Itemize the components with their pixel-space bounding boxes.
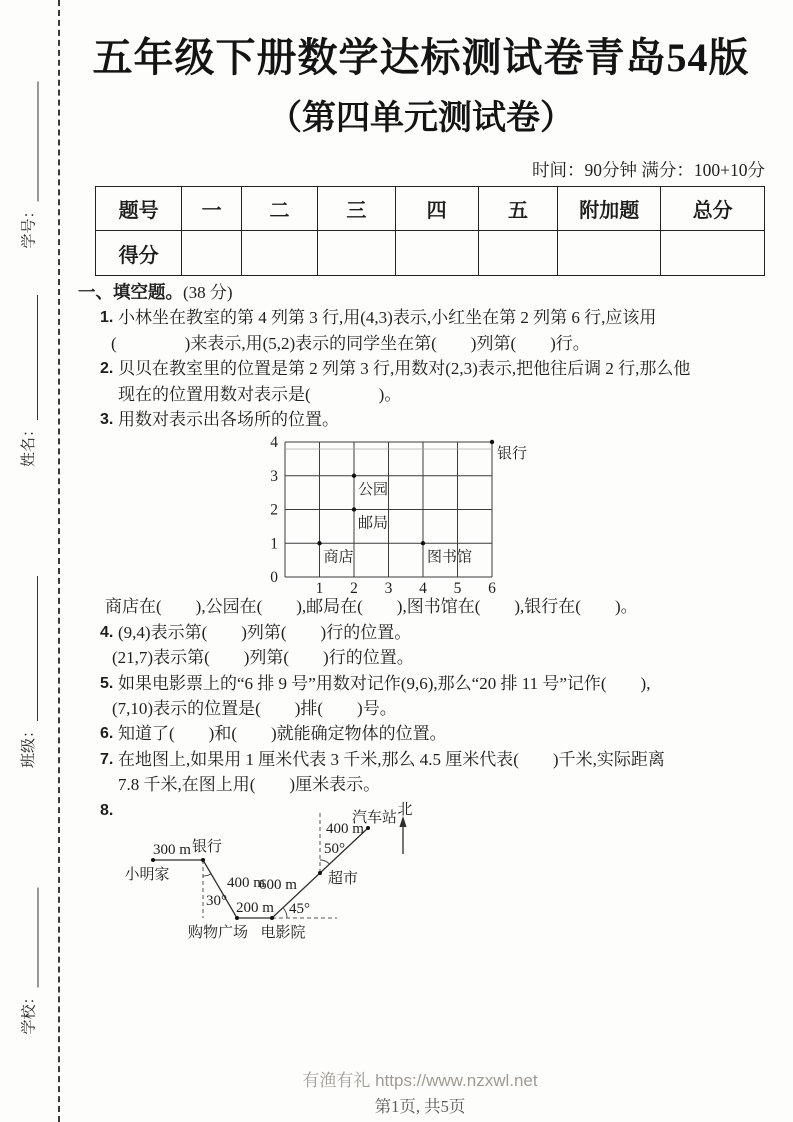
question-text: ( )来表示,用(5,2)表示的同学坐在第( )列第( )行。 <box>111 333 590 353</box>
question-text: 知道了( )和( )就能确定物体的位置。 <box>118 724 447 744</box>
question-number: 7. <box>100 750 114 768</box>
question-7-line-1 <box>75 747 775 772</box>
svg-text:4: 4 <box>270 434 278 452</box>
label-angle-45: 45° <box>289 900 310 917</box>
grid-place-label: 图书馆 <box>427 549 473 566</box>
node-bank <box>201 858 205 862</box>
sidebar-field-student-id <box>19 72 39 249</box>
score-table-header-cell: 题号 <box>96 187 182 231</box>
svg-text:2: 2 <box>350 580 358 595</box>
section-heading-score: (38 分) <box>183 283 233 302</box>
question-text: (7,10)表示的位置是( )排( )号。 <box>112 699 397 719</box>
svg-text:3: 3 <box>384 580 393 595</box>
question-text: 在地图上,如果用 1 厘米代表 3 千米,那么 4.5 厘米代表( )千米,实际距离 <box>118 749 665 769</box>
label-distance-200m: 200 m <box>236 899 274 916</box>
node-home <box>151 858 155 862</box>
angle-arc-50 <box>320 860 330 864</box>
grid-place-label: 银行 <box>497 446 528 463</box>
score-row-label: 得分 <box>96 231 182 276</box>
node-market <box>318 871 322 875</box>
exam-meta: 时间：90分钟 满分：100+10分 <box>532 160 765 180</box>
question-text: 现在的位置用数对表示是( )。 <box>118 384 402 404</box>
label-market: 超市 <box>328 870 359 887</box>
question-text: 如果电影票上的“6 排 9 号”用数对记作(9,6),那么“20 排 11 号”记作( ), <box>118 673 651 693</box>
question-6-line-1 <box>75 721 775 746</box>
svg-text:4: 4 <box>419 580 427 595</box>
svg-text:1: 1 <box>315 580 324 595</box>
label-cinema: 电影院 <box>260 924 306 941</box>
student-id-label: 学号： <box>21 203 38 249</box>
score-cell <box>478 231 558 276</box>
question-number: 5. <box>100 674 114 692</box>
question-number: 2. <box>100 360 114 378</box>
svg-text:2: 2 <box>270 501 278 519</box>
question-number: 8. <box>100 801 114 819</box>
label-distance-600m: 600 m <box>259 876 297 893</box>
grid-place-label: 公园 <box>358 482 389 499</box>
score-table-header-cell: 附加题 <box>558 187 661 231</box>
score-table-header-cell: 四 <box>395 187 478 231</box>
score-cell <box>661 231 765 276</box>
angle-arc-30 <box>203 874 211 876</box>
question-3-line-2 <box>75 594 775 619</box>
grid-place-label: 邮局 <box>358 515 389 532</box>
question-text: 贝贝在教室里的位置是第 2 列第 3 行,用数对(2,3)表示,把他往后调 2 行,那么他 <box>118 359 691 379</box>
seal-dashed-line <box>58 0 60 1122</box>
label-angle-30: 30° <box>206 892 227 909</box>
sidebar-field-class <box>18 566 38 768</box>
question-3-line-1 <box>75 407 775 432</box>
question-text: (21,7)表示第( )列第( )行的位置。 <box>112 648 414 668</box>
angle-arc-45 <box>283 907 287 917</box>
score-table-header-cell: 五 <box>478 187 558 231</box>
page-footer <box>75 1066 765 1117</box>
question-3-figure-block <box>75 432 775 594</box>
svg-text:0: 0 <box>270 569 278 587</box>
score-table-header-cell: 二 <box>241 187 317 231</box>
label-bank: 银行 <box>192 838 223 855</box>
section-heading <box>75 280 775 305</box>
score-table-header-cell: 一 <box>182 187 242 231</box>
label-plaza: 购物广场 <box>187 924 249 941</box>
question-2-line-1 <box>75 356 775 381</box>
question-text: 小林坐在教室的第 4 列第 3 行,用(4,3)表示,小红坐在第 2 列第 6 行,应该用 <box>118 308 657 328</box>
name-label: 姓名： <box>21 421 37 467</box>
score-cell <box>318 231 396 276</box>
question-5-line-1 <box>75 671 775 696</box>
node-plaza <box>235 916 239 920</box>
question-1-line-1 <box>75 305 775 330</box>
school-blank <box>24 887 39 987</box>
node-station <box>366 826 370 830</box>
question-text: (9,4)表示第( )列第( )行的位置。 <box>118 622 412 642</box>
node-cinema <box>270 916 274 920</box>
score-table <box>95 186 765 276</box>
label-distance-400m-2: 400 m <box>326 820 364 837</box>
class-blank <box>23 576 38 721</box>
score-table-header-cell: 总分 <box>661 187 765 231</box>
class-label: 班级： <box>21 722 37 768</box>
question-8-figure-block <box>75 798 775 940</box>
school-label: 学校： <box>21 989 38 1035</box>
label-north: 北 <box>397 801 413 818</box>
label-distance-300m: 300 m <box>153 841 191 858</box>
question-number: 1. <box>100 309 114 327</box>
label-angle-50: 50° <box>324 840 345 857</box>
score-cell <box>241 231 317 276</box>
question-text: 7.8 千米,在图上用( )厘米表示。 <box>118 775 381 795</box>
question-text: 用数对表示出各场所的位置。 <box>118 410 339 430</box>
question-4-line-2 <box>75 645 775 670</box>
route-map-figure <box>100 798 435 943</box>
question-number: 3. <box>100 411 114 429</box>
fill-in-section <box>75 280 775 940</box>
score-cell <box>182 231 242 276</box>
svg-text:5: 5 <box>453 580 462 595</box>
footer-watermark: 有渔有礼 https://www.nzxwl.net <box>302 1071 538 1090</box>
score-cell <box>558 231 661 276</box>
label-home: 小明家 <box>124 866 170 883</box>
sidebar-field-name <box>18 285 38 467</box>
question-text: 商店在( ),公园在( ),邮局在( ),图书馆在( ),银行在( )。 <box>105 597 638 617</box>
question-7-line-2 <box>75 772 775 797</box>
label-station: 汽车站 <box>352 809 398 826</box>
page-subtitle: （第四单元测试卷） <box>268 100 574 137</box>
score-table-header-cell: 三 <box>318 187 396 231</box>
svg-text:6: 6 <box>488 580 496 595</box>
svg-text:1: 1 <box>270 535 278 553</box>
sidebar-field-school <box>19 878 39 1035</box>
svg-text:3: 3 <box>270 468 278 486</box>
page-title: 五年级下册数学达标测试卷青岛54版 <box>92 35 750 80</box>
footer-page-number: 第1页, 共5页 <box>374 1097 466 1116</box>
question-5-line-2 <box>75 696 775 721</box>
label-distance-400m-1: 400 m <box>227 874 265 891</box>
score-cell <box>395 231 478 276</box>
question-1-line-2 <box>75 331 775 356</box>
question-number: 4. <box>100 623 114 641</box>
section-heading-title: 一、填空题。 <box>78 282 183 302</box>
question-number: 6. <box>100 725 114 743</box>
question-2-line-2 <box>75 382 775 407</box>
coordinate-grid-figure <box>265 432 575 594</box>
question-4-line-1 <box>75 620 775 645</box>
grid-place-label: 商店 <box>323 549 354 566</box>
name-blank <box>23 295 38 420</box>
student-id-blank <box>24 81 39 201</box>
